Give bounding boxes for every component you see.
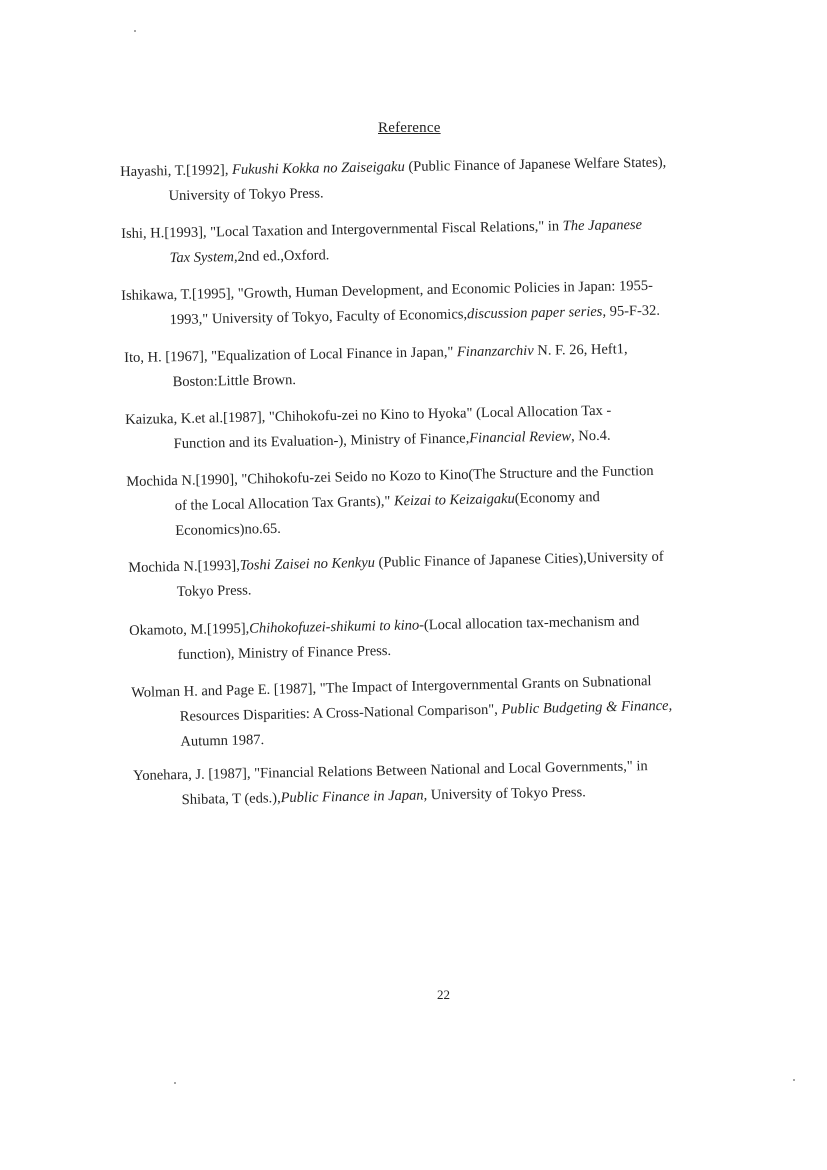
reference-entry xyxy=(121,213,643,272)
reference-text: Boston:Little Brown. xyxy=(172,372,297,391)
reference-text: Hayashi, T.[1992], xyxy=(120,162,233,180)
reference-text: (Local allocation tax-mechanism and xyxy=(423,613,640,634)
reference-text: Okamoto, M.[1995], xyxy=(129,620,250,639)
reference-title-text: Finanzarchiv xyxy=(456,342,534,361)
scan-speck xyxy=(134,30,136,32)
reference-entry xyxy=(129,609,640,669)
reference-text: Resources Disparities: A Cross-National Comparison", xyxy=(179,701,502,725)
reference-title-text: Keizai to Keizaigaku xyxy=(393,490,515,510)
reference-entry xyxy=(126,459,655,545)
reference-title-text: Financial Review xyxy=(469,428,572,447)
reference-title-text: Toshi Zaisei no Kenkyu xyxy=(239,554,376,574)
reference-text: function), Ministry of Finance Press. xyxy=(177,642,392,664)
reference-title-text: Public Budgeting & Finance, xyxy=(501,697,673,718)
reference-text: N. F. 26, Heft1, xyxy=(533,341,628,359)
reference-text: ,2nd ed.,Oxford. xyxy=(233,247,330,266)
reference-text: Yonehara, J. [1987], "Financial Relations Between National and Local Governments," in xyxy=(133,758,648,784)
reference-text: Shibata, T (eds.), xyxy=(181,790,281,809)
reference-text: Mochida N.[1993], xyxy=(128,557,240,576)
reference-text: Ito, H. [1967], "Equalization of Local Finance in Japan," xyxy=(124,344,458,366)
reference-text: Ishi, H.[1993], "Local Taxation and Intergovernmental Fiscal Relations," in xyxy=(121,218,563,242)
page-number: 22 xyxy=(437,987,450,1002)
reference-text: Mochida N.[1990], "Chihokofu-zei Seido no Kozo to Kino(The Structure and the Function xyxy=(126,462,654,490)
scan-speck xyxy=(174,1082,176,1084)
reference-text: Kaizuka, K.et al.[1987], "Chihokofu-zei no Kino to Hyoka" (Local Allocation Tax - xyxy=(125,402,612,428)
reference-text: University of Tokyo Press. xyxy=(168,185,324,205)
reference-text: Ishikawa, T.[1995], "Growth, Human Development, and Economic Policies in Japan: 1955- xyxy=(121,277,653,304)
reference-text: Wolman H. and Page E. [1987], "The Impact of Intergovernmental Grants on Subnational xyxy=(131,673,652,701)
reference-entry xyxy=(124,337,628,396)
reference-text: , No.4. xyxy=(570,427,611,445)
reference-entry xyxy=(128,545,664,606)
reference-title-text: Public Finance in Japan, xyxy=(280,787,428,807)
reference-entry xyxy=(131,669,673,756)
reference-entry xyxy=(125,399,612,458)
reference-entry xyxy=(121,274,660,334)
reference-entry xyxy=(133,754,648,814)
reference-text: of the Local Allocation Tax Grants)," xyxy=(174,493,395,514)
reference-title-text: Fukushi Kokka no Zaiseigaku xyxy=(231,159,405,179)
reference-title-text: Tax System xyxy=(169,249,235,267)
reference-title-text: discussion paper series xyxy=(466,303,603,323)
reference-text: (Economy and xyxy=(514,489,600,507)
reference-text: University of Tokyo Press. xyxy=(427,784,586,804)
reference-heading: Reference xyxy=(378,120,441,136)
reference-text: Function and its Evaluation-), Ministry of Finance, xyxy=(173,430,470,453)
reference-text: , 95-F-32. xyxy=(602,302,661,320)
reference-text: Economics)no.65. xyxy=(175,520,281,539)
reference-title-text: The Japanese xyxy=(562,216,643,235)
reference-text: Autumn 1987. xyxy=(180,731,265,750)
reference-text: Tokyo Press. xyxy=(176,582,252,600)
reference-text: 1993," University of Tokyo, Faculty of Economics, xyxy=(169,306,468,329)
reference-title-text: Chihokofuzei-shikumi to kino- xyxy=(249,617,425,637)
scan-speck xyxy=(793,1079,795,1081)
reference-text: (Public Finance of Japanese Cities),University of xyxy=(374,548,664,571)
reference-entry xyxy=(120,150,667,210)
reference-text: (Public Finance of Japanese Welfare States), xyxy=(404,154,667,176)
